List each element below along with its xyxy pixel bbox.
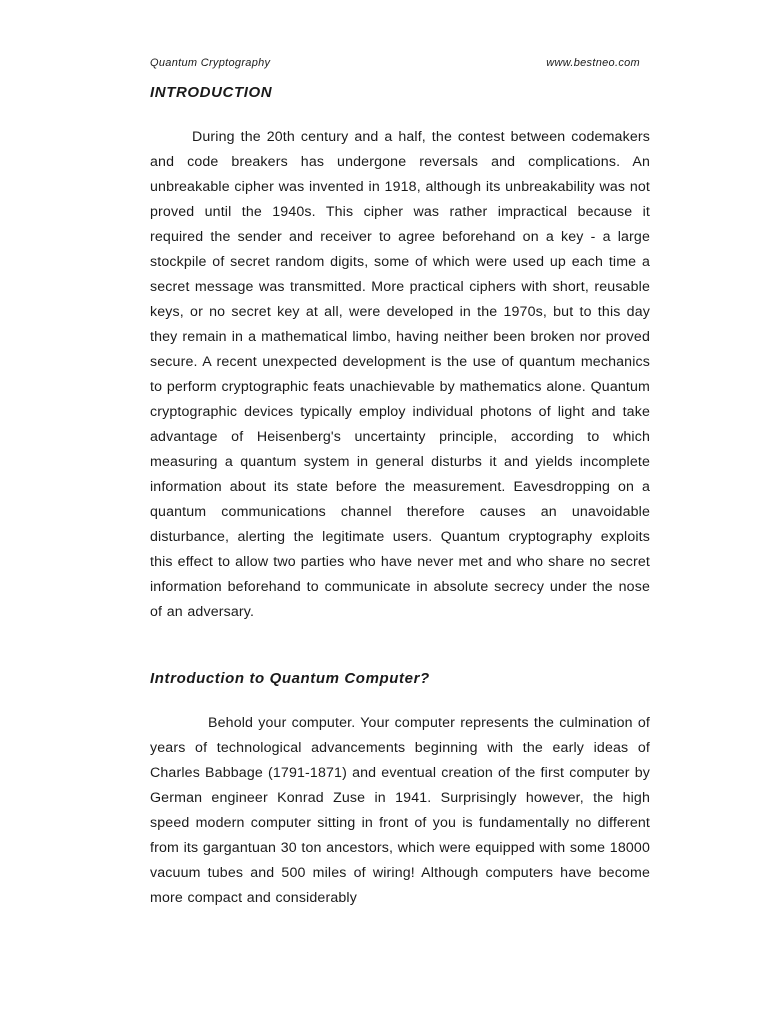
page-header xyxy=(150,57,640,73)
website-url: www.bestneo.com xyxy=(546,57,640,69)
quantum-computer-paragraph: Behold your computer. Your computer represents the culmination of years of technological advancements beginning with the early ideas of Charles Babbage (1791-1871) and eventual creation of the first computer by German engineer Konrad Zuse in 1941. Surprisingly however, the high speed modern computer sitting in front of you is fundamentally no different from its gargantuan 30 ton ancestors, which were equipped with some 18000 vacuum tubes and 500 miles of wiring! Although computers have become more compact and considerably xyxy=(150,715,650,906)
introduction-paragraph: During the 20th century and a half, the contest between codemakers and code breakers has undergone reversals and complications. An unbreakable cipher was invented in 1918, although its unbreakability was not proved until the 1940s. This cipher was rather impractical because it required the sender and receiver to agree beforehand on a key - a large stockpile of secret random digits, some of which were used up each time a secret message was transmitted. More practical ciphers with short, reusable keys, or no secret key at all, were developed in the 1970s, but to this day they remain in a mathematical limbo, having neither been broken nor proved secure. A recent unexpected development is the use of quantum mechanics to perform cryptographic feats unachievable by mathematics alone. Quantum cryptographic devices typically employ individual photons of light and take advantage of Heisenberg's uncertainty principle, according to which measuring a quantum system in general disturbs it and yields incomplete information about its state before the measurement. Eavesdropping on a quantum communications channel therefore causes an unavoidable disturbance, alerting the legitimate users. Quantum cryptography exploits this effect to allow two parties who have never met and who share no secret information beforehand to communicate in absolute secrecy under the nose of an adversary. xyxy=(150,129,650,620)
section-heading-quantum-computer: Introduction to Quantum Computer? xyxy=(150,670,430,687)
document-title: Quantum Cryptography xyxy=(150,57,271,69)
section-heading-introduction: INTRODUCTION xyxy=(150,84,273,101)
